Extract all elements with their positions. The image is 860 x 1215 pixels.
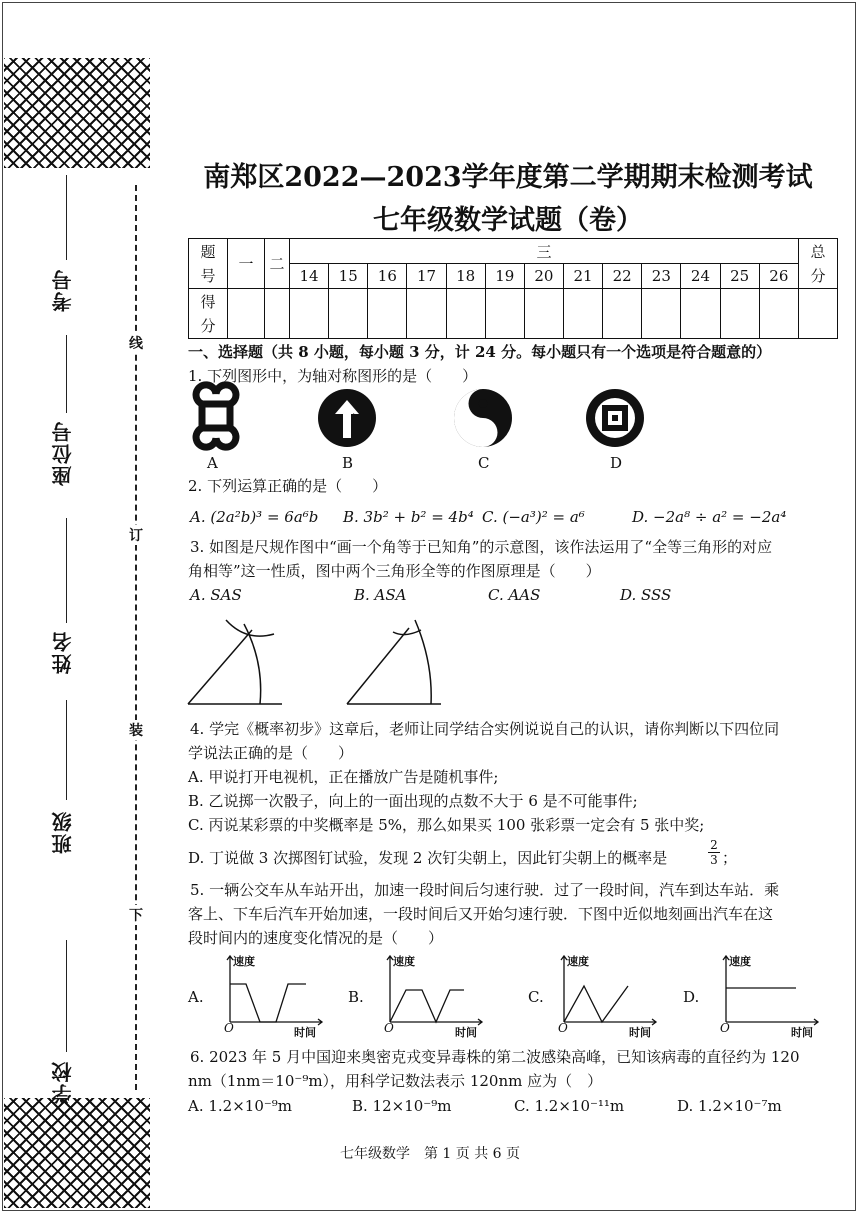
qnum-cell: 15 [329,264,368,289]
qnum-cell: 16 [368,264,407,289]
class-field[interactable] [66,700,67,800]
q5-c-x-label: 时间 [629,1026,651,1039]
q1-figure-c-yin-yang-icon [453,388,513,448]
seal-word-below: 下 [127,905,145,925]
qnum-cell: 14 [290,264,329,289]
q5-b-origin: O [384,1021,394,1035]
seal-word-bind: 装 [127,720,145,740]
seat-number-label: 座位号 [51,420,75,486]
q4-fraction [708,838,720,867]
page-footer: 七年级数学 第 1 页 共 6 页 [339,1146,521,1162]
score-cell[interactable] [290,289,329,339]
qnum-cell: 23 [642,264,681,289]
part-two-header: 二 [265,239,290,289]
qnum-cell: 20 [524,264,563,289]
seal-word-staple: 订 [127,525,145,545]
q2-stem: 2. 下列运算正确的是（ ） [188,477,388,495]
qnum-cell: 24 [681,264,720,289]
qnum-cell: 18 [446,264,485,289]
q1-label-d: D [610,454,623,472]
q5-c-origin: O [558,1021,568,1035]
score-cell[interactable] [642,289,681,339]
q5-label-b: B. [348,988,364,1006]
q5-d-origin: O [720,1021,730,1035]
school-label: 学校 [51,1060,75,1104]
q5-a-y-label: 速度 [233,955,255,968]
q5-a-origin: O [224,1021,234,1035]
qnum-cell: 21 [563,264,602,289]
exam-title: 南郑区2022—2023学年度第二学期期末检测考试 [203,162,813,193]
q3-stem-line2: 角相等”这一性质，图中两个三角形全等的作图原理是（ ） [188,562,601,580]
score-cell[interactable] [720,289,759,339]
q6-option-d: D. 1.2×10⁻⁷m [677,1097,782,1115]
name-field[interactable] [66,518,67,623]
q1-label-a: A [207,454,218,472]
q3-option-c: C. AAS [488,586,541,604]
q5-b-y-label: 速度 [393,955,415,968]
q5-d-y-label: 速度 [729,955,751,968]
score-cell[interactable] [681,289,720,339]
q5-c-y-label: 速度 [567,955,589,968]
q6-stem-line2: nm（1nm＝10⁻⁹m），用科学记数法表示 120nm 应为（ ） [188,1072,603,1090]
q3-construction-figure-right [345,612,445,708]
part-three-header: 三 [290,239,799,264]
q1-figure-b-traffic-sign-icon [317,388,377,448]
score-table [188,238,838,339]
name-label: 姓名 [51,630,75,674]
exam-number-label: 考号 [51,268,75,312]
binding-dashed-line [135,185,137,1090]
q5-stem-line1: 5. 一辆公交车从车站开出，加速一段时间后匀速行驶．过了一段时间，汽车到达车站．乘 [190,881,780,899]
q2-option-d: D. −2a⁸ ÷ a² = −2a⁴ [632,508,787,526]
binding-hatch-top [4,58,150,168]
q4-stem-line1: 4. 学完《概率初步》这章后，老师让同学结合实例说说自己的认识，请你判断以下四位同 [190,720,780,738]
qnum-cell: 26 [759,264,798,289]
q3-option-a: A. SAS [190,586,242,604]
q2-option-c: C. (−a³)² = a⁶ [482,508,585,526]
q5-label-a: A. [188,988,204,1006]
score-cell[interactable] [603,289,642,339]
school-field[interactable] [66,940,67,1052]
fraction-denominator: 3 [710,853,718,867]
score-cell[interactable] [524,289,563,339]
q5-label-d: D. [683,988,700,1006]
question-number-header: 题 号 [189,239,228,289]
q6-option-c: C. 1.2×10⁻¹¹m [514,1097,625,1115]
qnum-cell: 22 [603,264,642,289]
score-cell[interactable] [759,289,798,339]
score-cell[interactable] [799,289,838,339]
score-cell[interactable] [228,289,265,339]
score-cell[interactable] [407,289,446,339]
q2-option-a: A. (2a²b)³ = 6a⁶b [190,508,319,526]
q6-option-b: B. 12×10⁻⁹m [352,1097,452,1115]
q1-label-b: B [342,454,354,472]
qnum-cell: 19 [485,264,524,289]
exam-subtitle: 七年级数学试题（卷） [373,205,643,236]
q3-option-d: D. SSS [620,586,672,604]
q3-option-b: B. ASA [354,586,407,604]
score-header: 得 分 [189,289,228,339]
q5-stem-line2: 客上、下车后汽车开始加速，一段时间后又开始匀速行驶．下图中近似地刻画出汽车在这 [188,905,774,923]
q4-option-b: B. 乙说掷一次骰子，向上的一面出现的点数不大于 6 是不可能事件; [188,792,638,810]
q5-stem-line3: 段时间内的速度变化情况的是（ ） [188,929,444,947]
score-row [189,289,838,339]
q4-stem-line2: 学说法正确的是（ ） [188,744,354,762]
q5-d-x-label: 时间 [791,1026,813,1039]
q5-b-x-label: 时间 [455,1026,477,1039]
q3-stem-line1: 3. 如图是尺规作图中“画一个角等于已知角”的示意图，该作法运用了“全等三角形的对应 [190,538,773,556]
q4-option-a: A. 甲说打开电视机，正在播放广告是随机事件; [188,768,499,786]
q1-label-c: C [478,454,490,472]
total-header: 总 分 [799,239,838,289]
q5-label-c: C. [528,988,544,1006]
q5-a-x-label: 时间 [294,1026,316,1039]
q6-stem-line1: 6. 2023 年 5 月中国迎来奥密克戎变异毒株的第二波感染高峰，已知该病毒的直径约为 120 [190,1048,800,1066]
q6-option-a: A. 1.2×10⁻⁹m [188,1097,293,1115]
score-cell[interactable] [368,289,407,339]
score-cell[interactable] [563,289,602,339]
seal-word-line: 线 [127,333,145,353]
part-one-header: 一 [228,239,265,289]
seat-number-field[interactable] [66,335,67,413]
score-cell[interactable] [265,289,290,339]
q1-figure-a-knot-icon [188,388,244,444]
q4-option-d-end: ； [722,849,738,867]
q1-figure-d-coin-icon [585,388,645,448]
qnum-cell: 25 [720,264,759,289]
fraction-numerator: 2 [708,838,720,853]
q4-option-c: C. 丙说某彩票的中奖概率是 5%，那么如果买 100 张彩票一定会有 5 张中奖; [188,816,705,834]
exam-number-field[interactable] [66,175,67,260]
q3-construction-figure-left [186,612,286,708]
qnum-cell: 17 [407,264,446,289]
score-cell[interactable] [446,289,485,339]
score-cell[interactable] [329,289,368,339]
q2-option-b: B. 3b² + b² = 4b⁴ [343,508,474,526]
section-one-heading: 一、选择题（共 8 小题，每小题 3 分，计 24 分。每小题只有一个选项是符合题意的） [188,343,772,361]
class-label: 班级 [51,810,75,854]
q1-stem: 1. 下列图形中，为轴对称图形的是（ ） [188,367,478,385]
score-cell[interactable] [485,289,524,339]
q4-option-d: D. 丁说做 3 次掷图钉试验，发现 2 次钉尖朝上，因此钉尖朝上的概率是 [188,849,668,867]
